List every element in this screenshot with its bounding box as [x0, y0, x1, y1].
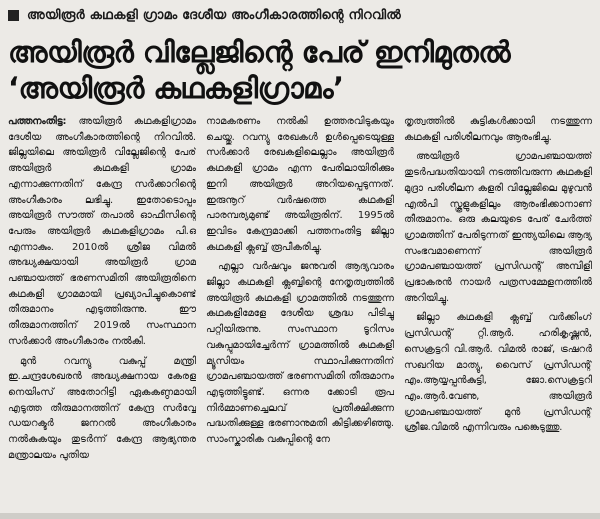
paragraph: എല്ലാ വർഷവും ജനുവരി ആദ്യവാരം ജില്ലാ കഥകളി ക്ലബ്ബിന്റെ നേതൃത്വത്തിൽ അയിരൂർ കഥകളി ഗ്രാമത്തിൽ നടത്തുന്ന കഥകളിമേളേ ദേശീയ ശ്രദ്ധ പിടിച്ചു പറ്റിയിരുന്നു. സംസ്ഥാന ടൂറിസം വകുപ്പുമായിച്ചേർന്ന് ഗ്രാമത്തിൽ കഥകളി മ്യൂസിയം സ്ഥാപിക്കുന്നതിന് ഗ്രാമപഞ്ചായത്ത് ഭരണസമിതി തീരുമാനം എടുത്തിട്ടുണ്ട്. ഒന്നര ക്കോടി രൂപ നിർമ്മാണച്ചെലവ് പ്രതീക്ഷിക്കുന്ന പദ്ധതിക്കുള്ള ഭരണാനുമതി കിട്ടിക്കഴിഞ്ഞു. സാംസ്കാരിക വകുപ്പിന്റെ നേ [206, 261, 394, 446]
headline-line-2: ‘അയിരൂർ കഥകളിഗ്രാമം’ [8, 71, 344, 105]
article-body [8, 114, 592, 514]
kicker-text: അയിരൂർ കഥകളി ഗ്രാമം ദേശീയ അംഗീകാരത്തിന്റെ നിറവിൽ [27, 7, 401, 23]
paragraph: ജില്ലാ കഥകളി ക്ലബ്ബ് വർക്കിംഗ് പ്രസിഡന്റ് റ്റി.ആർ. ഹരികൃഷ്ണൻ, സെക്രട്ടറി വി.ആർ. വിമൽ രാജ്, ട്രഷറർ സഖറിയ മാത്യു, വൈസ് പ്രസിഡന്റ് എം.ആയ്യപ്പൻകുട്ടി, ജോ.സെക്രട്ടറി എം.ആർ.വേണു, അയിരൂർ ഗ്രാമപഞ്ചായത്ത് മുൻ പ്രസിഡന്റ് ശ്രീജ.വിമൽ എന്നിവരും പങ്കെടുത്തു. [404, 312, 592, 434]
dateline: പത്തനംതിട്ട: [8, 116, 67, 127]
paragraph [8, 114, 196, 350]
headline-line-1: അയിരൂർ വില്ലേജിന്റെ പേര് ഇനിമുതൽ [8, 35, 511, 69]
paragraph: നാമകരണം നൽകി ഉത്തരവിടുകയും ചെയ്തു. റവന്യു രേഖകൾ ഉൾപ്പെടെയുള്ള സർക്കാർ രേഖകളിലെല്ലാം അയിരൂർ കഥകളി ഗ്രാമം എന്ന പേരിലായിരിക്കും ഇനി അയിരൂർ അറിയപ്പെടുന്നത്. ഇരുനൂറ് വർഷത്തെ കഥകളി പാരമ്പര്യമുണ്ട് അയിരൂരിന്. 1995ൽ ഇവിടം കേന്ദ്രമാക്കി പത്തനംതിട്ട ജില്ലാ കഥകളി ക്ലബ്ബ് രൂപീകരിച്ചു. [206, 116, 394, 253]
paragraph: തൃത്വത്തിൽ കുട്ടികൾക്കായി നടത്തുന്ന കഥകളി പരിശീലനവും ആരംഭിച്ചു. [404, 116, 592, 143]
paragraph: മുൻ റവന്യു വകുപ്പ് മന്ത്രി ഇ.ചന്ദ്രശേഖരൻ അദ്ധ്യക്ഷനായ കേരള നെയിംസ് അതോറിട്ടി ഏകകണ്ഠമായി എടുത്ത തീരുമാനത്തിന് കേന്ദ്ര സർവ്വേ ഡയറക്ടർ ജനറൽ അംഗീകാരം നൽകുകയും തുടർന്ന് കേന്ദ്ര ആഭ്യന്തര മന്ത്രാലയം പുതിയ [8, 355, 196, 461]
article-column-2 [206, 114, 394, 514]
paragraph-text: അയിരൂർ കഥകളിഗ്രാമം ദേശീയ അംഗീകാരത്തിന്റെ നിറവിൽ. ജില്ലയിലെ അയിരൂർ വില്ലേജിന്റെ പേര് അയിരൂർ കഥകളി ഗ്രാമം എന്നാക്കുന്നതിന് കേന്ദ്ര സർക്കാറിന്റെ അംഗീകാരം ലഭിച്ചു. ഇതോടൊപ്പം അയിരൂർ സൗത്ത് തപാൽ ഓഫീസിന്റെ പേരും അയിരൂർ കഥകളിഗ്രാമം പി.ഒ എന്നാകും. 2010ൽ ശ്രീജ വിമൽ അദ്ധ്യക്ഷയായി അയിരൂർ ഗ്രാമ പഞ്ചായത്ത് ഭരണസമിതി അയിരൂരിനെ കഥകളി ഗ്രാമമായി പ്രഖ്യാപിച്ചുകൊണ്ട് തീരുമാനം എടുത്തിരുന്നു. ഈ തീരുമാനത്തിന് 2019ൽ സംസ്ഥാന സർക്കാർ അംഗീകാരം നൽകി. [8, 116, 196, 347]
paragraph: അയിരൂർ ഗ്രാമപഞ്ചായത്ത് തുടർപദ്ധതിയായി നടത്തിവരുന്ന കഥകളി മുദ്രാ പരിശീലന കളരി വില്ലേജിലെ മുഴുവൻ എൽപി സ്കൂളുകളിലും ആരംഭിക്കാനാണ് തീരുമാനം. ഒരു കലയുടെ പേര് ചേർത്ത് ഗ്രാമത്തിന് പേരിടുന്നത് ഇന്ത്യയിലെ ആദ്യ സംഭവമാണെന്ന് അയിരൂർ ഗ്രാമപഞ്ചായത്ത് പ്രസിഡന്റ് അമ്പിളി പ്രഭാകരൻ നായർ പത്രസമ്മേളനത്തിൽ അറിയിച്ചു. [404, 151, 592, 304]
square-bullet-icon [8, 10, 19, 21]
bottom-edge [0, 513, 600, 519]
article-column-3 [404, 114, 592, 514]
kicker-line [8, 4, 592, 26]
article-column-1 [8, 114, 196, 514]
